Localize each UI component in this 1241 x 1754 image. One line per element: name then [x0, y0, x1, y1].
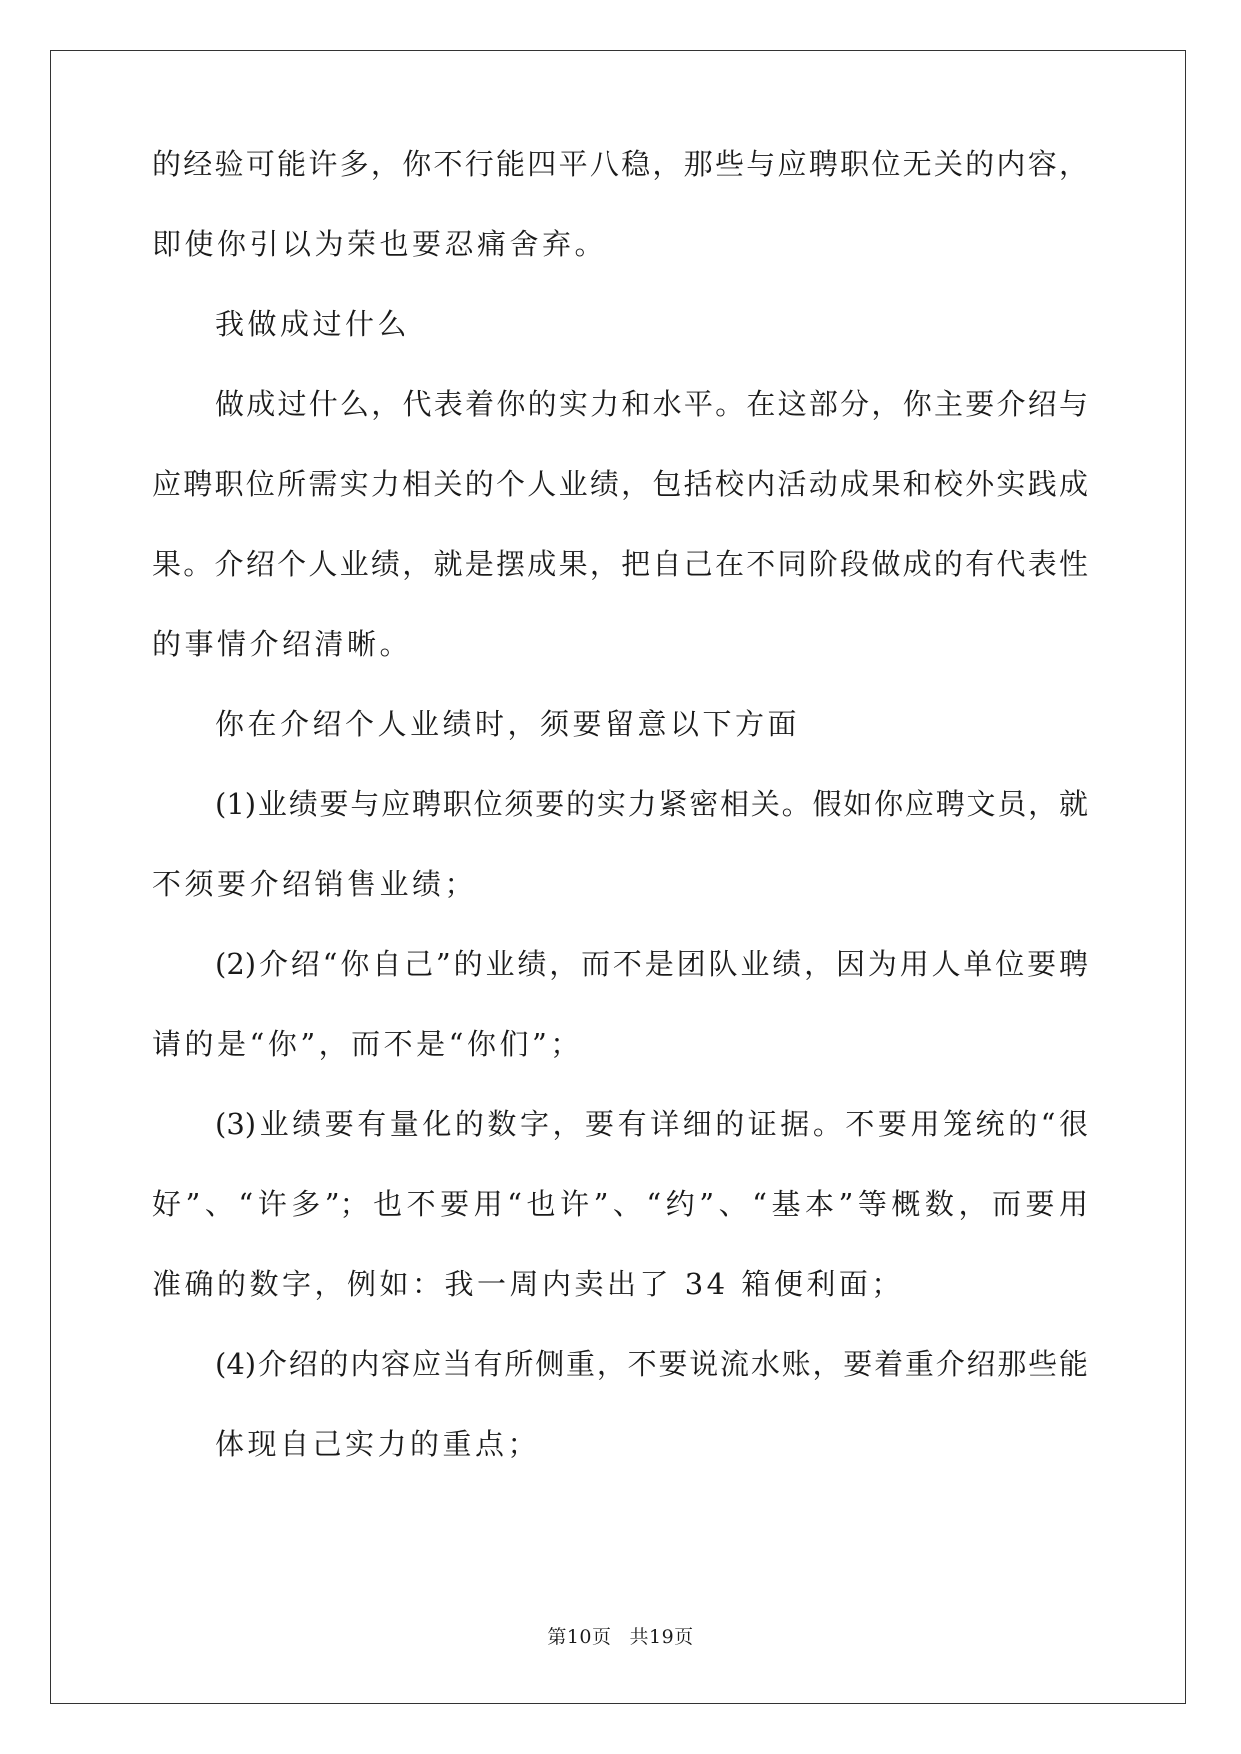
- text-line: 应聘职位所需实力相关的个人业绩，包括校内活动成果和校外实践成: [152, 467, 1088, 501]
- page-total: 共19页: [629, 1626, 694, 1648]
- text-line: 你在介绍个人业绩时，须要留意以下方面: [215, 707, 801, 741]
- text-line: 的经验可能许多，你不行能四平八稳，那些与应聘职位无关的内容，: [152, 147, 1088, 181]
- document-body: [152, 147, 1088, 1510]
- list-item-line: (3)业绩要有量化的数字，要有详细的证据。不要用笼统的“很: [215, 1107, 1088, 1141]
- text-line: 果。介绍个人业绩，就是摆成果，把自己在不同阶段做成的有代表性: [152, 547, 1088, 581]
- text-line: 体现自己实力的重点；: [215, 1427, 541, 1461]
- page-number: 第10页: [547, 1626, 612, 1648]
- text-line: 做成过什么，代表着你的实力和水平。在这部分，你主要介绍与: [215, 387, 1088, 421]
- page-footer: [0, 1628, 1241, 1647]
- text-line: 准确的数字，例如：我一周内卖出了 34 箱便利面；: [152, 1267, 904, 1301]
- list-item-line: (2)介绍“你自己”的业绩，而不是团队业绩，因为用人单位要聘: [215, 947, 1088, 981]
- text-line: 不须要介绍销售业绩；: [152, 867, 478, 901]
- section-heading: 我做成过什么: [215, 307, 411, 341]
- list-item-line: (1)业绩要与应聘职位须要的实力紧密相关。假如你应聘文员，就: [215, 787, 1088, 821]
- text-line: 即使你引以为荣也要忍痛舍弃。: [152, 227, 608, 261]
- text-line: 好”、“许多”；也不要用“也许”、“约”、“基本”等概数，而要用: [152, 1187, 1088, 1221]
- text-line: 请的是“你”，而不是“你们”；: [152, 1027, 583, 1061]
- list-item-line: (4)介绍的内容应当有所侧重，不要说流水账，要着重介绍那些能: [215, 1347, 1088, 1381]
- text-line: 的事情介绍清晰。: [152, 627, 413, 661]
